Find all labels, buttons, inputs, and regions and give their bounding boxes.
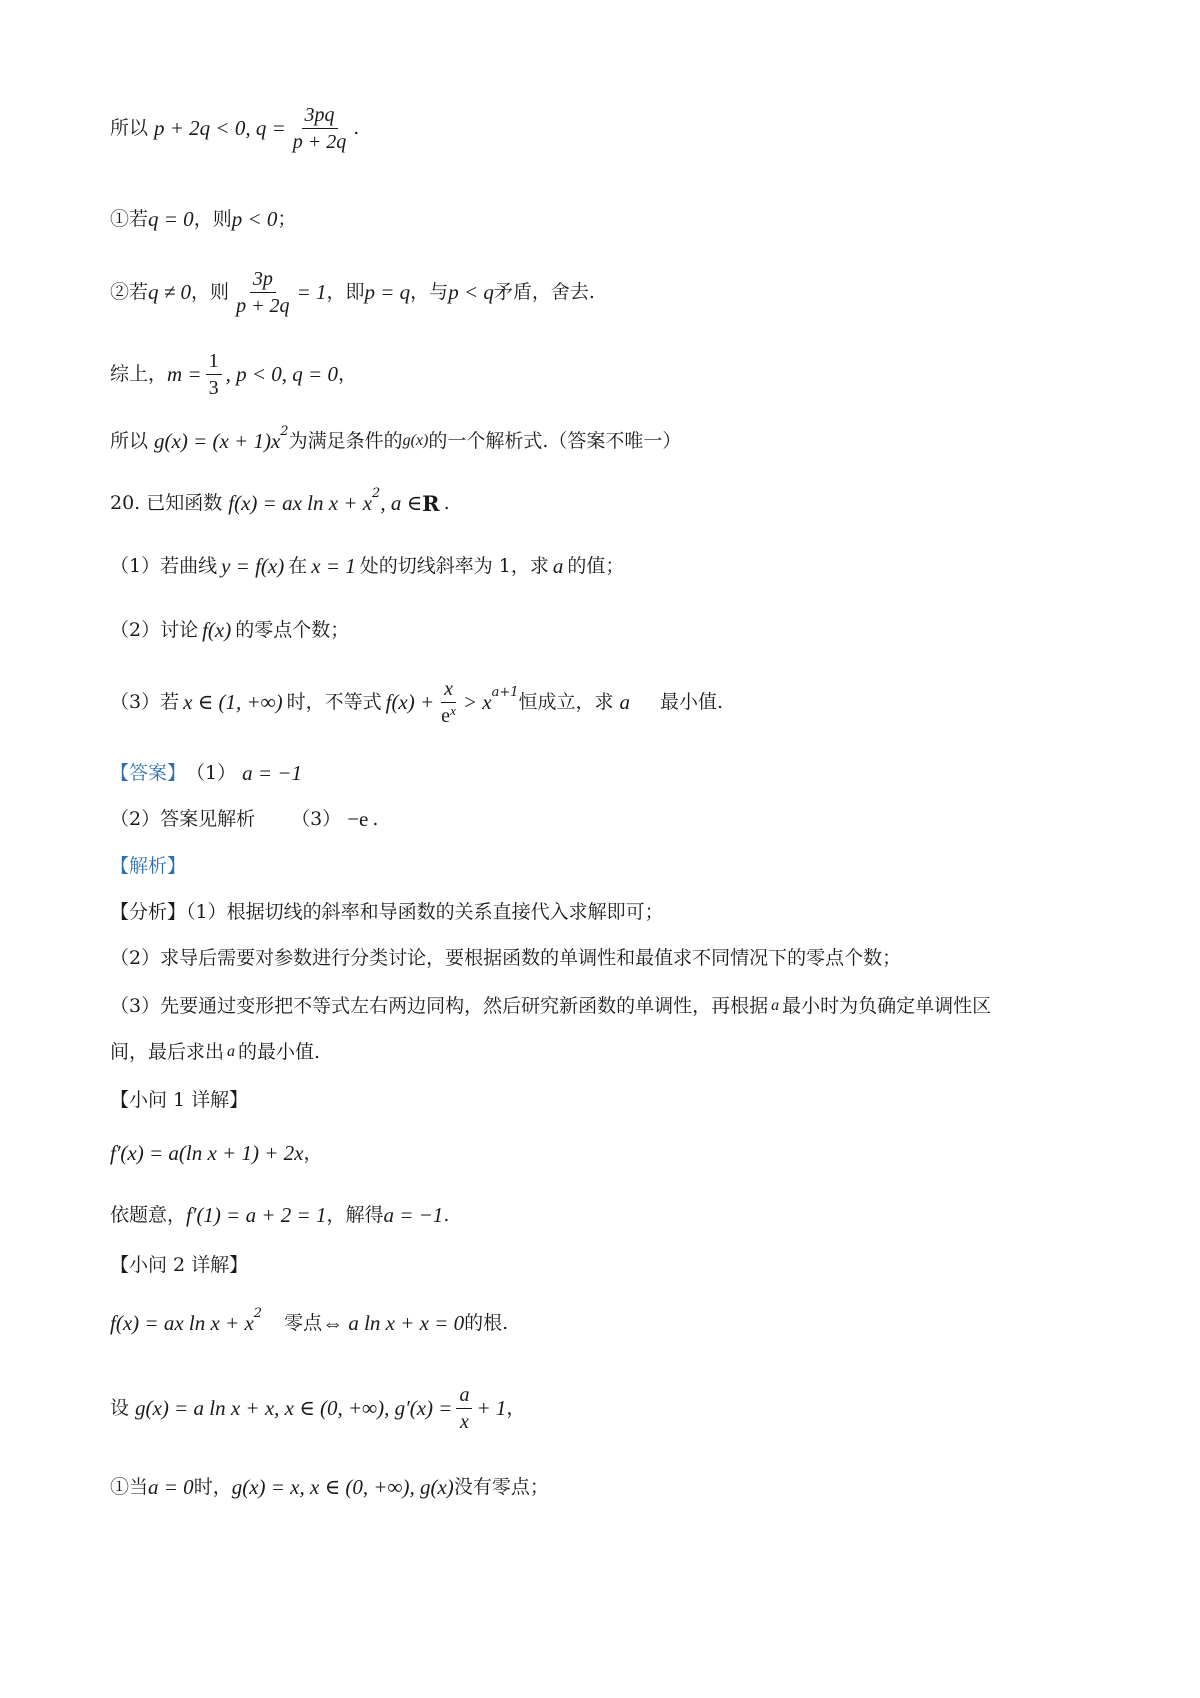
fraction-denominator (438, 703, 459, 727)
subquestion-1 (110, 553, 624, 580)
math-expression: + 1 (476, 1395, 507, 1420)
text-span: 间，最后求出 (110, 1041, 225, 1063)
math-expression: x ∈ (1, +∞) (183, 689, 283, 714)
answer-line-2 (110, 806, 378, 833)
subquestion-3 (110, 678, 723, 727)
text-span: 所以 (110, 117, 149, 140)
math-expression: a (552, 554, 564, 578)
fraction (438, 678, 459, 727)
text-span: . (372, 808, 379, 831)
text-span: （3）若 (110, 691, 180, 714)
math-expression: y = f(x) (221, 554, 285, 578)
text-span: 20. 已知函数 (110, 492, 223, 515)
math-expression: g(x) = x, x ∈ (0, +∞), g(x) (231, 1475, 454, 1499)
text-span: 处的切线斜率为 1，求 (359, 555, 549, 578)
math-expression: −e (347, 807, 369, 831)
text-span: 【小问 1 详解】 (110, 1089, 249, 1111)
text-span: 【小问 2 详解】 (110, 1254, 249, 1276)
text-line (110, 206, 296, 233)
text-span: （3）先要通过变形把不等式左右两边同构，然后研究新函数的单调性，再根据 (110, 995, 769, 1017)
text-span: ，即 (326, 281, 365, 304)
text-span: 所以 (110, 430, 149, 453)
math-expression: , a ∈ (380, 491, 423, 515)
math-expression: f(x) + (385, 689, 435, 714)
answer-line-1 (110, 760, 302, 787)
math-expression: m = (167, 361, 202, 386)
text-span: 恒成立，求 (518, 691, 614, 714)
math-expression: x = 1 (311, 554, 356, 578)
text-span: 的一个解析式.（答案不唯一） (428, 430, 682, 453)
text-span: 的根. (464, 1312, 509, 1335)
math-expression: q = 0 (148, 207, 194, 231)
text-line (110, 994, 991, 1019)
text-span: . (443, 492, 450, 515)
text-span: 没有零点； (453, 1476, 549, 1499)
math-expression: a = −1 (242, 761, 302, 785)
fraction-numerator: 3p (250, 268, 276, 293)
text-span: ，则 (193, 208, 232, 231)
text-line (110, 1140, 322, 1167)
fraction-denominator: 3 (208, 377, 219, 399)
text-line (110, 1040, 320, 1065)
text-span: 在 (288, 555, 308, 578)
fraction-denominator: p + 2q (292, 131, 347, 153)
text-span: 零点 (284, 1312, 323, 1335)
superscript: a+1 (491, 685, 519, 701)
math-expression: f(x) = ax ln x + x (110, 1311, 254, 1335)
analysis-heading (110, 854, 186, 879)
text-line (110, 268, 595, 317)
answer-tag: 【答案】 (110, 762, 187, 785)
superscript: 2 (280, 424, 289, 440)
math-expression: f′(1) = a + 2 = 1 (186, 1203, 327, 1227)
math-expression: a (771, 996, 780, 1014)
superscript: 2 (253, 1306, 263, 1322)
math-expression: f(x) = ax ln x + x (228, 491, 373, 515)
section-heading (110, 1088, 248, 1113)
math-expression: q ≠ 0 (148, 279, 192, 304)
math-expression: a = 0 (148, 1475, 194, 1499)
text-line (110, 1474, 549, 1501)
analysis-tag: 【解析】 (110, 855, 187, 877)
fraction-denominator: p + 2q (236, 295, 290, 317)
superscript: 2 (372, 486, 381, 502)
fraction (233, 268, 293, 317)
text-span: ， (303, 1142, 323, 1165)
text-line (110, 900, 664, 925)
text-span: （2）求导后需要对参数进行分类讨论，要根据函数的单调性和最值求不同情况下的零点个数； (110, 947, 902, 969)
math-expression: f(x) (202, 618, 232, 642)
fraction (290, 104, 350, 153)
text-span: （1）若曲线 (110, 555, 218, 578)
text-line (110, 946, 901, 971)
subquestion-2 (110, 617, 349, 644)
fraction-numerator: x (441, 678, 456, 703)
text-span: 时，不等式 (286, 691, 382, 714)
text-line (110, 104, 359, 153)
fraction-numerator: a (456, 1384, 472, 1409)
text-span: （1） (186, 762, 237, 785)
math-expression: > x (462, 689, 492, 714)
euler-e: e (441, 705, 451, 727)
text-span: 依题意， (110, 1204, 187, 1227)
text-span: （2）答案见解析 (110, 808, 256, 831)
text-span: 为满足条件的 (288, 430, 403, 453)
text-span: ，解得 (326, 1204, 384, 1227)
math-expression: p < 0 (231, 207, 278, 231)
text-span: 最小值. (660, 691, 724, 714)
fraction-denominator: x (460, 1411, 469, 1433)
text-span: ，则 (191, 281, 230, 304)
math-symbol-reals: R (422, 491, 440, 516)
text-line (110, 424, 682, 455)
text-span: 综上， (110, 363, 168, 386)
math-expression: a (227, 1042, 236, 1060)
text-line (110, 1202, 449, 1229)
text-span: . (353, 117, 360, 140)
fraction (456, 1384, 472, 1433)
fraction-numerator: 3pq (302, 104, 338, 129)
text-line (110, 1306, 509, 1337)
text-line (110, 1384, 525, 1433)
math-expression: ⇔ a ln x + x = 0 (322, 1311, 465, 1335)
text-span: ①若 (110, 208, 149, 231)
math-expression: = 1 (296, 279, 327, 304)
math-expression: p = q (364, 279, 411, 304)
text-span: 的零点个数； (235, 619, 350, 642)
text-span: 设 (110, 1397, 130, 1420)
text-span: （2）讨论 (110, 619, 199, 642)
text-span: 的值； (567, 555, 625, 578)
math-expression: a (619, 689, 631, 714)
section-heading (110, 1253, 248, 1278)
text-span: 的最小值. (238, 1041, 321, 1063)
superscript: x (450, 703, 456, 718)
text-span: （3） (291, 808, 342, 831)
text-span: 【分析】（1）根据切线的斜率和导函数的关系直接代入求解即可； (110, 901, 664, 923)
text-span: ， (506, 1397, 526, 1420)
math-expression: p + 2q < 0, q = (154, 115, 286, 140)
text-span: 矛盾，舍去. (493, 281, 595, 304)
text-span: ，与 (410, 281, 449, 304)
math-expression: a = −1 (383, 1203, 444, 1227)
math-expression: g(x) (402, 432, 429, 450)
math-expression: , p < 0, q = 0 (225, 361, 338, 386)
text-span: 最小时为负确定单调性区 (782, 995, 992, 1017)
text-span: ①当 (110, 1476, 149, 1499)
math-expression: p < q (448, 279, 494, 304)
math-expression: g(x) = a ln x + x, x ∈ (0, +∞), g′(x) = (135, 1395, 453, 1420)
math-expression: g(x) = (x + 1)x (154, 429, 281, 453)
text-span: ； (277, 208, 297, 231)
fraction-numerator: 1 (206, 350, 222, 375)
text-span: 时， (193, 1476, 232, 1499)
text-span: . (443, 1204, 450, 1227)
text-line (110, 350, 357, 399)
text-span: ②若 (110, 281, 149, 304)
question-heading (110, 486, 450, 517)
math-expression: f′(x) = a(ln x + 1) + 2x (110, 1141, 304, 1165)
text-span: ， (337, 363, 357, 386)
fraction (206, 350, 222, 399)
